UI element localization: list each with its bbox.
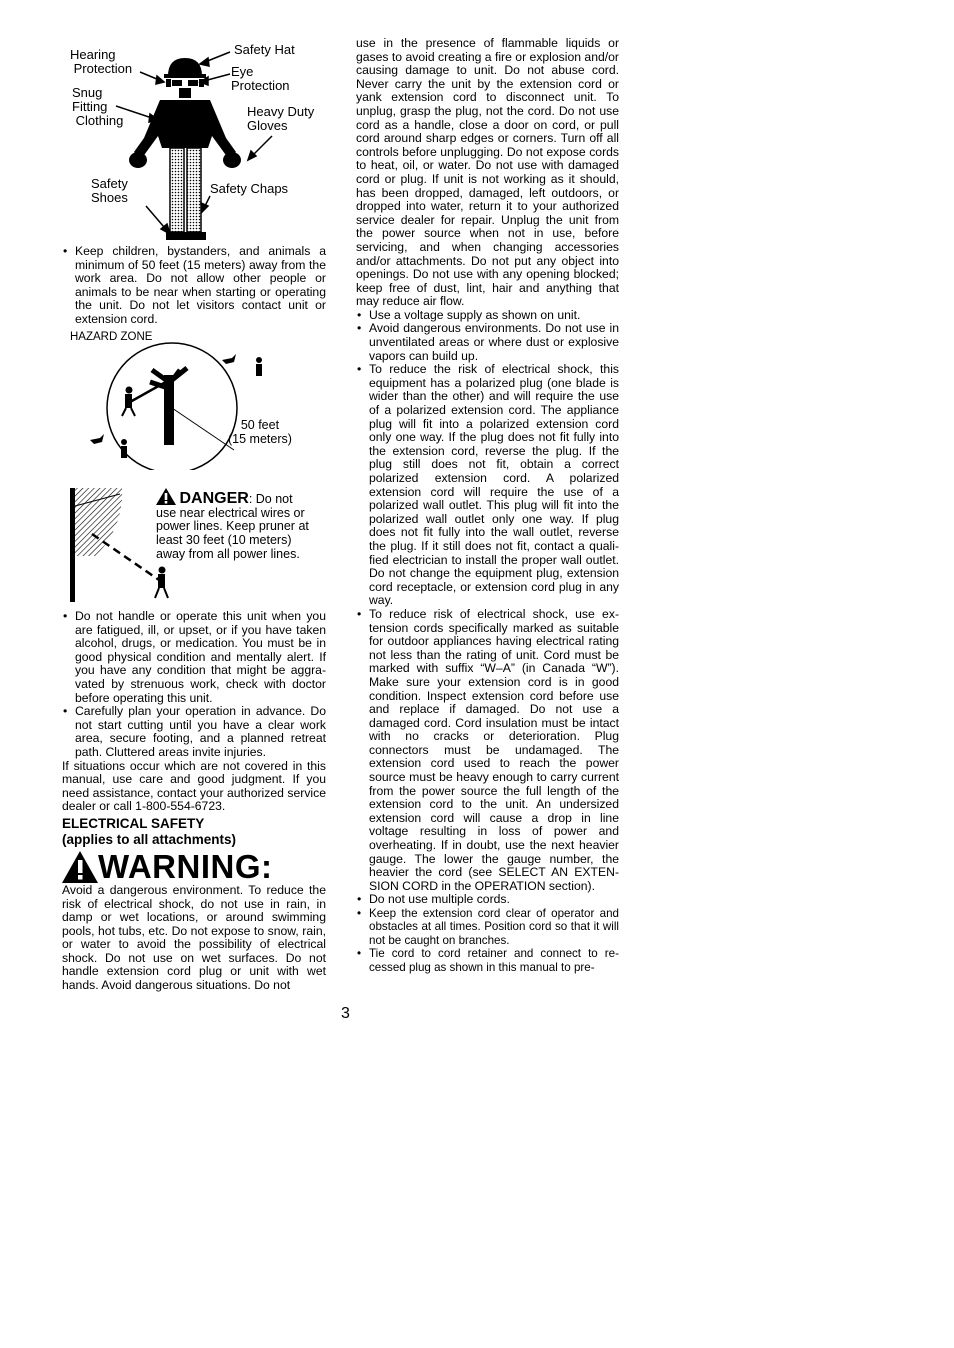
left-column-lower: [62, 610, 326, 993]
left-column: [62, 245, 326, 327]
label-safety-hat: Safety Hat: [234, 42, 295, 57]
bullet-voltage: • Use a voltage supply as shown on unit.: [356, 309, 619, 323]
danger-word: DANGER: [179, 490, 249, 507]
right-column: [356, 37, 619, 974]
hazard-zone-figure: [62, 330, 326, 470]
situations-paragraph: If situations occur which are not covered in this manual, use care and good judgment. If you need assistance, contact your authorized service dealer or call 1-800-554-6723.: [62, 758, 326, 814]
danger-text: : Do not use near electrical wires or power lines. Keep pruner at least 30 feet (10 meters) away from all power lines.: [156, 492, 309, 561]
warning-heading: [62, 847, 326, 885]
page-number: 3: [341, 1005, 350, 1022]
label-heavy-duty-gloves: Heavy Duty Gloves: [247, 104, 315, 133]
protective-gear-figure: [60, 38, 340, 248]
label-safety-chaps: Safety Chaps: [210, 181, 289, 196]
label-snug-fitting-clothing: Snug Fitting Clothing: [72, 85, 124, 128]
bullet-cord-retainer: • Tie cord to cord retainer and connect to recessed plug as shown in this manual to pre-: [356, 947, 619, 974]
danger-message: [156, 488, 316, 562]
bullet-extension-cords: • To reduce risk of electrical shock, use extension cords specifically marked as suitable for outdoor appliances having electrical rating not less than the rating of unit. Cord must be marked with suffix “W–A” (in Canada “W”). Make sure your extension cord is in good condition. Inspect extension cord before use and replace if damaged. Do not use a damaged cord. Cord insulation must be intact with no cracks or deterioration. Plug connectors must be undamaged. The extension cord used to reach the power source must be heavy enough to carry current from the power source the full length of the extension cord to the unit. An undersized extension cord will cause a drop in line voltage resulting in loss of power and overheating. If in doubt, use the next heavier gauge. The lower the gauge number, the heavier the cord (see SELECT AN EXTENSION CORD in the OPERATION section).: [356, 608, 619, 893]
label-hearing-protection: Hearing Protection: [70, 47, 133, 76]
bullet-plan: • Carefully plan your operation in advance. Do not start cutting until you have a clear work area, secure footing, and a planned retreat path. Cluttered areas invite injuries.: [62, 705, 326, 759]
label-safety-shoes: Safety Shoes: [91, 176, 128, 205]
bullet-polarized-plug: • To reduce the risk of electrical shock, this equipment has a polarized plug (one blade is wider than the other) and will require the use of a polarized extension cord. The appliance plug will fit into a polarized extension cord only one way. If the plug does not fit fully into the extension cord, reverse the plug. If the plug still does not fit, obtain a correct polarized extension cord. A polarized extension cord will require the use of a polarized wall outlet. This plug will fit into the polarized wall outlet only one way. If plug does not fit fully into the wall outlet, reverse the plug. If it still does not fit, contact a qualified electrician to install the proper wall outlet. Do not change the equipment plug, extension cord receptacle, or extension cord plug in any way.: [356, 363, 619, 608]
danger-triangle-icon: [156, 488, 176, 505]
bullet-cord-clear: • Keep the extension cord clear of operator and obstacles at all times. Position cord so that it will not be caught on branches.: [356, 907, 619, 947]
warning-paragraph: Avoid a dangerous environment. To reduce the risk of electrical shock, do not use in rain, in damp or wet locations, or around swimming pools, hot tubs, etc. Do not expose to snow, rain, or water to avoid the possibility of electrical shock. Do not use on wet surfaces. Do not handle extension cord plug or unit with wet hands. Avoid dangerous situations. Do not: [62, 882, 326, 993]
bullet-children: • Keep children, bystanders, and animals a minimum of 50 feet (15 meters) away from the work area. Do not allow other people or animals to be near when starting or operating the unit. Do not let visitors contact unit or extension cord.: [62, 245, 326, 327]
hazard-zone-label: HAZARD ZONE: [70, 331, 153, 343]
hazard-distance-label: 50 feet (15 meters): [228, 418, 292, 446]
electrical-safety-subheading: (applies to all attachments): [62, 831, 237, 847]
label-eye-protection: Eye Protection: [231, 64, 290, 93]
warning-triangle-icon: [62, 851, 98, 883]
warning-word: WARNING:: [98, 847, 273, 885]
right-continued-paragraph: use in the presence of flammable liquids or gases to avoid creating a fire or explosion and/or causing damage to unit. Do not abuse cord. Never carry the unit by the extension cord or yank extension cord to disconnect unit. To unplug, grasp the plug, not the cord. Do not use cord as a handle, close a door on cord, or pull cord around sharp edges or corners. Turn off all controls before unplugging. Do not expose cords to heat, oil, or water. Do not use with damaged cord or plug. If unit is not working as it should, has been dropped, damaged, left outdoors, or dropped into water, return it to your authorized service dealer for repair. Unplug the unit from the power source when not in use, before servicing, and when changing accessories and/or attachments. Do not put any object into openings. Do not use with any opening blocked; keep free of dust, lint, hair and anything that may reduce air flow.: [356, 36, 619, 309]
bullet-fatigued: • Do not handle or operate this unit when you are fatigued, ill, or upset, or if you have taken alcohol, drugs, or medication. You must be in good physical condition and mentally alert. If you have any condition that might be aggravated by strenuous work, check with doctor before operating this unit.: [62, 610, 326, 705]
danger-powerline-block: [62, 486, 326, 606]
bullet-dangerous-environments: • Avoid dangerous environments. Do not use in unventilated areas or where dust or explosive vapors can build up.: [356, 322, 619, 363]
hazard-zone-illustration: [62, 330, 326, 470]
bullet-multiple-cords: • Do not use multiple cords.: [356, 893, 619, 907]
electrical-safety-heading: ELECTRICAL SAFETY: [62, 815, 205, 831]
